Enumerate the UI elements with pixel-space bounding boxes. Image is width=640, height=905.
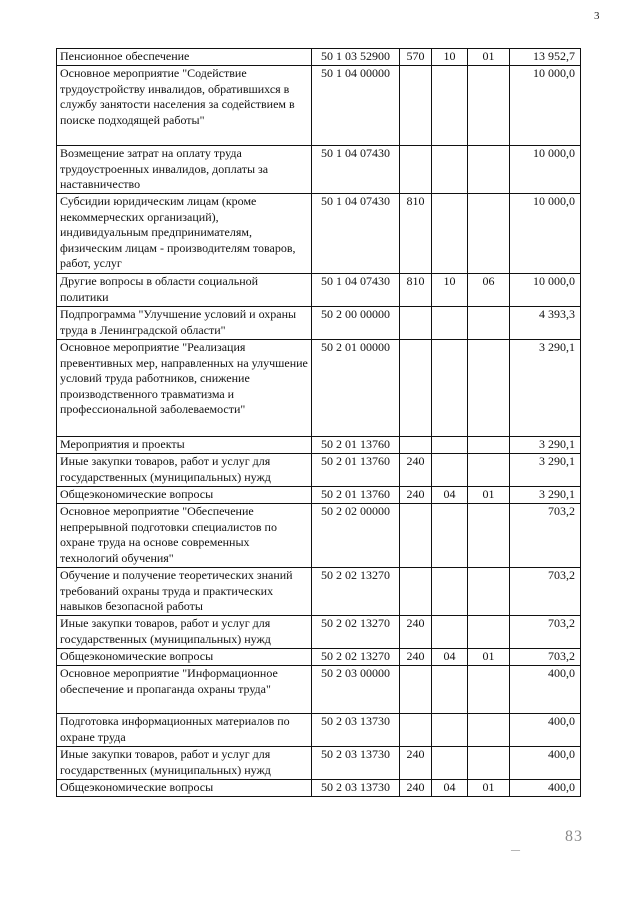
row-section bbox=[432, 66, 468, 146]
row-section bbox=[432, 666, 468, 714]
row-section bbox=[432, 340, 468, 437]
row-target-article: 50 1 03 52900 bbox=[312, 49, 400, 66]
row-subsection bbox=[468, 504, 510, 568]
row-expense-type bbox=[400, 437, 432, 454]
row-name: Другие вопросы в области социальной политики bbox=[57, 274, 312, 307]
table-row bbox=[57, 437, 581, 454]
row-section: 10 bbox=[432, 49, 468, 66]
row-amount: 400,0 bbox=[510, 747, 581, 780]
row-name: Субсидии юридическим лицам (кроме некоммерческих организаций), индивидуальным предпринимателям, физическим лицам - производителям товаров, работ, услуг bbox=[57, 194, 312, 274]
row-expense-type bbox=[400, 714, 432, 747]
table-row bbox=[57, 307, 581, 340]
row-section bbox=[432, 747, 468, 780]
row-amount: 703,2 bbox=[510, 504, 581, 568]
row-subsection bbox=[468, 666, 510, 714]
row-name: Основное мероприятие "Обеспечение непрерывной подготовки специалистов по охране труда на основе современных технологий обучения" bbox=[57, 504, 312, 568]
handwritten-page-stamp: 83 bbox=[565, 828, 583, 845]
row-amount: 703,2 bbox=[510, 616, 581, 649]
row-target-article: 50 1 04 00000 bbox=[312, 66, 400, 146]
row-subsection bbox=[468, 194, 510, 274]
row-name: Возмещение затрат на оплату труда трудоустроенных инвалидов, доплаты за наставничество bbox=[57, 146, 312, 194]
row-target-article: 50 2 02 13270 bbox=[312, 649, 400, 666]
row-section: 04 bbox=[432, 487, 468, 504]
row-name: Иные закупки товаров, работ и услуг для государственных (муниципальных) нужд bbox=[57, 454, 312, 487]
row-name: Пенсионное обеспечение bbox=[57, 49, 312, 66]
row-target-article: 50 2 01 13760 bbox=[312, 437, 400, 454]
row-amount: 3 290,1 bbox=[510, 454, 581, 487]
table-row bbox=[57, 504, 581, 568]
row-target-article: 50 2 01 13760 bbox=[312, 487, 400, 504]
budget-table bbox=[56, 48, 581, 797]
row-name: Иные закупки товаров, работ и услуг для государственных (муниципальных) нужд bbox=[57, 616, 312, 649]
row-name: Основное мероприятие "Реализация превентивных мер, направленных на улучшение условий труда работников, снижение производственного травматизма и профессиональной заболеваемости" bbox=[57, 340, 312, 437]
row-name: Общеэкономические вопросы bbox=[57, 780, 312, 797]
row-name: Подпрограмма "Улучшение условий и охраны труда в Ленинградской области" bbox=[57, 307, 312, 340]
table-row bbox=[57, 340, 581, 437]
table-row bbox=[57, 714, 581, 747]
row-expense-type: 240 bbox=[400, 780, 432, 797]
row-name: Основное мероприятие "Содействие трудоустройству инвалидов, обратившихся в службу занятости населения за содействием в поиске подходящей работы" bbox=[57, 66, 312, 146]
row-target-article: 50 2 03 13730 bbox=[312, 714, 400, 747]
row-amount: 3 290,1 bbox=[510, 487, 581, 504]
row-target-article: 50 2 02 13270 bbox=[312, 616, 400, 649]
row-section bbox=[432, 307, 468, 340]
table-row bbox=[57, 487, 581, 504]
row-expense-type bbox=[400, 146, 432, 194]
row-amount: 400,0 bbox=[510, 780, 581, 797]
row-subsection bbox=[468, 616, 510, 649]
page-number: 3 bbox=[594, 10, 600, 22]
row-expense-type: 240 bbox=[400, 487, 432, 504]
row-section bbox=[432, 714, 468, 747]
row-expense-type bbox=[400, 66, 432, 146]
table-row bbox=[57, 274, 581, 307]
table-row bbox=[57, 780, 581, 797]
row-name: Иные закупки товаров, работ и услуг для государственных (муниципальных) нужд bbox=[57, 747, 312, 780]
row-amount: 10 000,0 bbox=[510, 194, 581, 274]
row-name: Обучение и получение теоретических знаний требований охраны труда и практических навыков безопасной работы bbox=[57, 568, 312, 616]
row-amount: 703,2 bbox=[510, 649, 581, 666]
row-subsection bbox=[468, 714, 510, 747]
row-subsection: 01 bbox=[468, 649, 510, 666]
table-row bbox=[57, 568, 581, 616]
row-name: Общеэкономические вопросы bbox=[57, 649, 312, 666]
row-target-article: 50 2 03 13730 bbox=[312, 780, 400, 797]
row-expense-type bbox=[400, 504, 432, 568]
row-expense-type: 240 bbox=[400, 649, 432, 666]
row-section bbox=[432, 568, 468, 616]
row-target-article: 50 2 00 00000 bbox=[312, 307, 400, 340]
table-row bbox=[57, 66, 581, 146]
row-amount: 400,0 bbox=[510, 666, 581, 714]
row-amount: 10 000,0 bbox=[510, 146, 581, 194]
row-name: Подготовка информационных материалов по охране труда bbox=[57, 714, 312, 747]
table-row bbox=[57, 747, 581, 780]
row-target-article: 50 2 02 00000 bbox=[312, 504, 400, 568]
row-section bbox=[432, 437, 468, 454]
row-target-article: 50 2 02 13270 bbox=[312, 568, 400, 616]
row-target-article: 50 2 03 00000 bbox=[312, 666, 400, 714]
row-target-article: 50 1 04 07430 bbox=[312, 194, 400, 274]
footer-dash: — bbox=[511, 845, 520, 855]
row-subsection bbox=[468, 568, 510, 616]
row-section: 04 bbox=[432, 649, 468, 666]
table-row bbox=[57, 649, 581, 666]
row-amount: 10 000,0 bbox=[510, 66, 581, 146]
row-expense-type: 810 bbox=[400, 194, 432, 274]
row-target-article: 50 2 01 13760 bbox=[312, 454, 400, 487]
row-amount: 703,2 bbox=[510, 568, 581, 616]
table-row bbox=[57, 666, 581, 714]
row-subsection bbox=[468, 747, 510, 780]
row-subsection bbox=[468, 454, 510, 487]
row-name: Мероприятия и проекты bbox=[57, 437, 312, 454]
row-expense-type bbox=[400, 568, 432, 616]
row-expense-type: 240 bbox=[400, 454, 432, 487]
budget-table-body bbox=[57, 49, 581, 797]
row-expense-type bbox=[400, 666, 432, 714]
table-row bbox=[57, 616, 581, 649]
row-target-article: 50 1 04 07430 bbox=[312, 274, 400, 307]
row-subsection bbox=[468, 66, 510, 146]
row-expense-type: 810 bbox=[400, 274, 432, 307]
row-section bbox=[432, 194, 468, 274]
row-section bbox=[432, 454, 468, 487]
row-subsection: 01 bbox=[468, 780, 510, 797]
table-row bbox=[57, 146, 581, 194]
table-row bbox=[57, 454, 581, 487]
row-expense-type bbox=[400, 340, 432, 437]
row-amount: 13 952,7 bbox=[510, 49, 581, 66]
row-subsection: 01 bbox=[468, 49, 510, 66]
row-section: 04 bbox=[432, 780, 468, 797]
row-subsection bbox=[468, 340, 510, 437]
row-target-article: 50 1 04 07430 bbox=[312, 146, 400, 194]
row-target-article: 50 2 03 13730 bbox=[312, 747, 400, 780]
row-amount: 3 290,1 bbox=[510, 340, 581, 437]
row-amount: 10 000,0 bbox=[510, 274, 581, 307]
row-amount: 3 290,1 bbox=[510, 437, 581, 454]
table-row bbox=[57, 49, 581, 66]
row-expense-type bbox=[400, 307, 432, 340]
row-section bbox=[432, 504, 468, 568]
row-subsection bbox=[468, 307, 510, 340]
row-subsection: 01 bbox=[468, 487, 510, 504]
row-name: Основное мероприятие "Информационное обеспечение и пропаганда охраны труда" bbox=[57, 666, 312, 714]
row-amount: 4 393,3 bbox=[510, 307, 581, 340]
row-expense-type: 240 bbox=[400, 747, 432, 780]
row-name: Общеэкономические вопросы bbox=[57, 487, 312, 504]
row-subsection: 06 bbox=[468, 274, 510, 307]
row-target-article: 50 2 01 00000 bbox=[312, 340, 400, 437]
row-amount: 400,0 bbox=[510, 714, 581, 747]
row-subsection bbox=[468, 146, 510, 194]
row-expense-type: 570 bbox=[400, 49, 432, 66]
row-section bbox=[432, 146, 468, 194]
table-row bbox=[57, 194, 581, 274]
row-section: 10 bbox=[432, 274, 468, 307]
row-section bbox=[432, 616, 468, 649]
row-subsection bbox=[468, 437, 510, 454]
row-expense-type: 240 bbox=[400, 616, 432, 649]
